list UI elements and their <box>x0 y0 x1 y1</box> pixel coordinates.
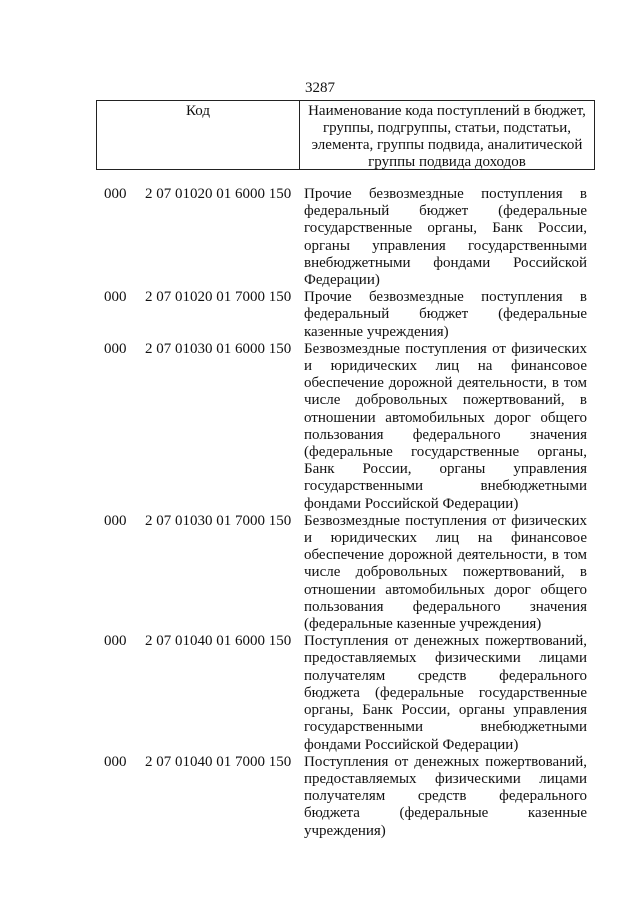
table-header <box>96 100 595 170</box>
table-row <box>0 289 640 341</box>
table-row <box>0 754 640 840</box>
row-admin-code: 000 <box>104 340 127 357</box>
table-row <box>0 513 640 633</box>
row-description: Безвозмездные поступления от физических и юридических лиц на финансовое обеспечение дорожной деятельности, в том числе добровольных пожертвований, в отношении автомобильных дорог общего пользования федерального значения (федеральные государственные органы, Банк России, органы управления государственными внебюджетными фондами Российской Федерации) <box>304 340 587 512</box>
header-code-column: Код <box>97 101 300 169</box>
row-description: Прочие безвозмездные поступления в федеральный бюджет (федеральные казенные учреждения) <box>304 289 587 340</box>
table-row <box>0 633 640 753</box>
row-admin-code: 000 <box>104 633 127 650</box>
row-admin-code: 000 <box>104 512 127 529</box>
table-body <box>0 186 640 840</box>
table-row <box>0 186 640 289</box>
header-name-column: Наименование кода поступлений в бюджет, группы, подгруппы, статьи, подстатьи, элемента, группы подвида, аналитической группы подвида доходов <box>308 103 586 170</box>
row-admin-code: 000 <box>104 289 127 306</box>
table-row <box>0 341 640 513</box>
page-number: 3287 <box>305 80 335 96</box>
row-description: Поступления от денежных пожертвований, предоставляемых физическими лицами получателям средств федерального бюджета (федеральные казенные учреждения) <box>304 753 587 839</box>
row-admin-code: 000 <box>104 753 127 770</box>
row-description: Прочие безвозмездные поступления в федеральный бюджет (федеральные государственные органы, Банк России, органы управления государственными внебюджетными фондами Российской Федерации) <box>304 186 587 289</box>
row-income-code: 2 07 01030 01 7000 150 <box>145 512 292 529</box>
row-income-code: 2 07 01030 01 6000 150 <box>145 340 292 357</box>
row-description: Поступления от денежных пожертвований, предоставляемых физическими лицами получателям средств федерального бюджета (федеральные государственные органы, Банк России, органы управления государственными внебюджетными фондами Российской Федерации) <box>304 633 587 753</box>
row-income-code: 2 07 01020 01 7000 150 <box>145 289 292 306</box>
row-income-code: 2 07 01040 01 7000 150 <box>145 753 292 770</box>
row-admin-code: 000 <box>104 186 127 202</box>
row-income-code: 2 07 01040 01 6000 150 <box>145 633 292 650</box>
row-description: Безвозмездные поступления от физических и юридических лиц на финансовое обеспечение дорожной деятельности, в том числе добровольных пожертвований, в отношении автомобильных дорог общего пользования федерального значения (федеральные казенные учреждения) <box>304 512 587 633</box>
row-income-code: 2 07 01020 01 6000 150 <box>145 186 292 202</box>
